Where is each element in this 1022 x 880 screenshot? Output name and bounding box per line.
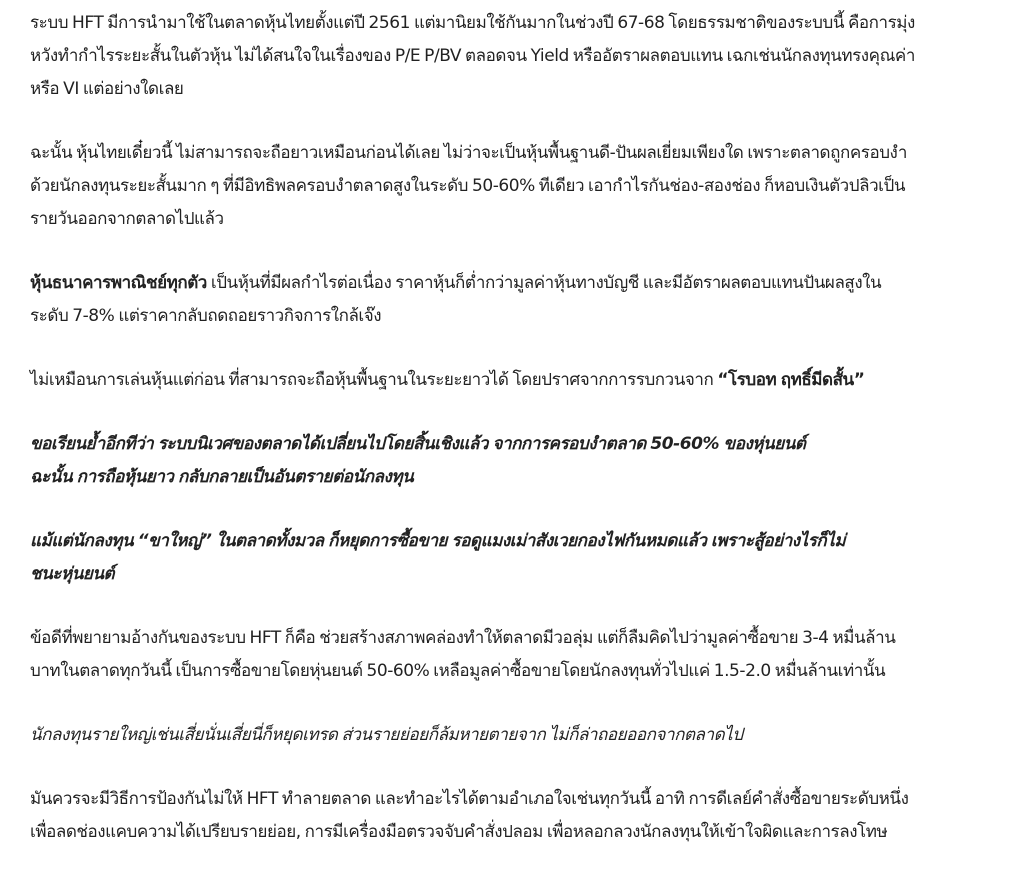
text-line: รายวันออกจากตลาดไปแล้ว [30, 209, 224, 229]
text-line: มันควรจะมีวิธีการป้องกันไม่ให้ HFT ทำลายตลาด และทำอะไรได้ตามอำเภอใจเช่นทุกวันนี้ อาทิ การดีเลย์คำสั่งซื้อขายระดับหนึ่ง [30, 789, 909, 809]
paragraph-robot-quote [30, 364, 1010, 397]
paragraph-emphasis-ecosystem [30, 428, 1010, 494]
paragraph-hft-liquidity [30, 622, 1010, 688]
text-line: ระดับ 7-8% แต่ราคากลับถดถอยราวกิจการใกล้เจ๊ง [30, 306, 382, 326]
text-line: ด้วยนักลงทุนระยะสั้นมาก ๆ ที่มีอิทธิพลครอบงำตลาดสูงในระดับ 50-60% ทีเดียว เอากำไรกันช่อง-สองช่อง ก็หอบเงินตัวปลิวเป็น [30, 176, 906, 196]
text-line [30, 364, 1010, 397]
text-line: หวังทำกำไรระยะสั้นในตัวหุ้น ไม่ได้สนใจในเรื่องของ P/E P/BV ตลอดจน Yield หรืออัตราผลตอบแทน เฉกเช่นนักลงทุนทรงคุณค่า [30, 46, 915, 66]
text-line: นักลงทุนรายใหญ่เช่นเสี่ยนั่นเสี่ยนี่ก็หยุดเทรด ส่วนรายย่อยก็ล้มหายตายจาก ไม่ก็ล่าถอยออกจากตลาดไป [30, 725, 743, 745]
text-line: ขอเรียนย้ำอีกทีว่า ระบบนิเวศของตลาดได้เปลี่ยนไปโดยสิ้นเชิงแล้ว จากการครอบงำตลาด 50-60% ของหุ่นยนต์ [30, 434, 806, 454]
text-line: แม้แต่นักลงทุน “ขาใหญ่” ในตลาดทั้งมวล ก็หยุดการซื้อขาย รอดูแมงเม่าสังเวยกองไฟกันหมดแล้ว เพราะสู้อย่างไรก็ไม่ [30, 531, 846, 551]
paragraph-emphasis-big-players [30, 525, 1010, 591]
paragraph-investors-leaving [30, 719, 1010, 752]
paragraph-bank-stocks [30, 267, 1010, 333]
bold-quote-text: “โรบอท ฤทธิ์มีดสั้น” [717, 370, 865, 390]
text-fragment: เป็นหุ้นที่มีผลกำไรต่อเนื่อง ราคาหุ้นก็ต่ำกว่ามูลค่าหุ้นทางบัญชี และมีอัตราผลตอบแทนปันผลสูงใน [206, 273, 882, 293]
text-line: ชนะหุ่นยนต์ [30, 564, 115, 584]
text-line: เพื่อลดช่องแคบความได้เปรียบรายย่อย, การมีเครื่องมือตรวจจับคำสั่งปลอม เพื่อหลอกลวงนักลงทุนให้เข้าใจผิดและการลงโทษ [30, 822, 888, 842]
text-line: ฉะนั้น การถือหุ้นยาว กลับกลายเป็นอันตรายต่อนักลงทุน [30, 467, 414, 487]
text-line: ระบบ HFT มีการนำมาใช้ในตลาดหุ้นไทยตั้งแต่ปี 2561 แต่มานิยมใช้กันมากในช่วงปี 67-68 โดยธรรมชาติของระบบนี้ คือการมุ่ง [30, 13, 915, 33]
bold-lead-text: หุ้นธนาคารพาณิชย์ทุกตัว [30, 273, 207, 293]
text-line: บาทในตลาดทุกวันนี้ เป็นการซื้อขายโดยหุ่นยนต์ 50-60% เหลือมูลค่าซื้อขายโดยนักลงทุนทั่วไปแค่ 1.5-2.0 หมื่นล้านเท่านั้น [30, 661, 886, 681]
text-line [30, 267, 1010, 300]
paragraph-prevention [30, 783, 1010, 849]
text-line: ข้อดีที่พยายามอ้างกันของระบบ HFT ก็คือ ช่วยสร้างสภาพคล่องทำให้ตลาดมีวอลุ่ม แต่ก็ลืมคิดไปว่ามูลค่าซื้อขาย 3-4 หมื่นล้าน [30, 628, 896, 648]
article-body [30, 7, 1010, 880]
text-line: ฉะนั้น หุ้นไทยเดี๋ยวนี้ ไม่สามารถจะถือยาวเหมือนก่อนได้เลย ไม่ว่าจะเป็นหุ้นพื้นฐานดี-ปันผลเยี่ยมเพียงใด เพราะตลาดถูกครอบงำ [30, 143, 907, 163]
text-line: หรือ VI แต่อย่างใดเลย [30, 79, 184, 99]
paragraph-long-term-holding [30, 137, 1010, 236]
text-fragment: ไม่เหมือนการเล่นหุ้นแต่ก่อน ที่สามารถจะถือหุ้นพื้นฐานในระยะยาวได้ โดยปราศจากการรบกวนจาก [30, 370, 718, 390]
paragraph-hft-intro [30, 7, 1010, 106]
